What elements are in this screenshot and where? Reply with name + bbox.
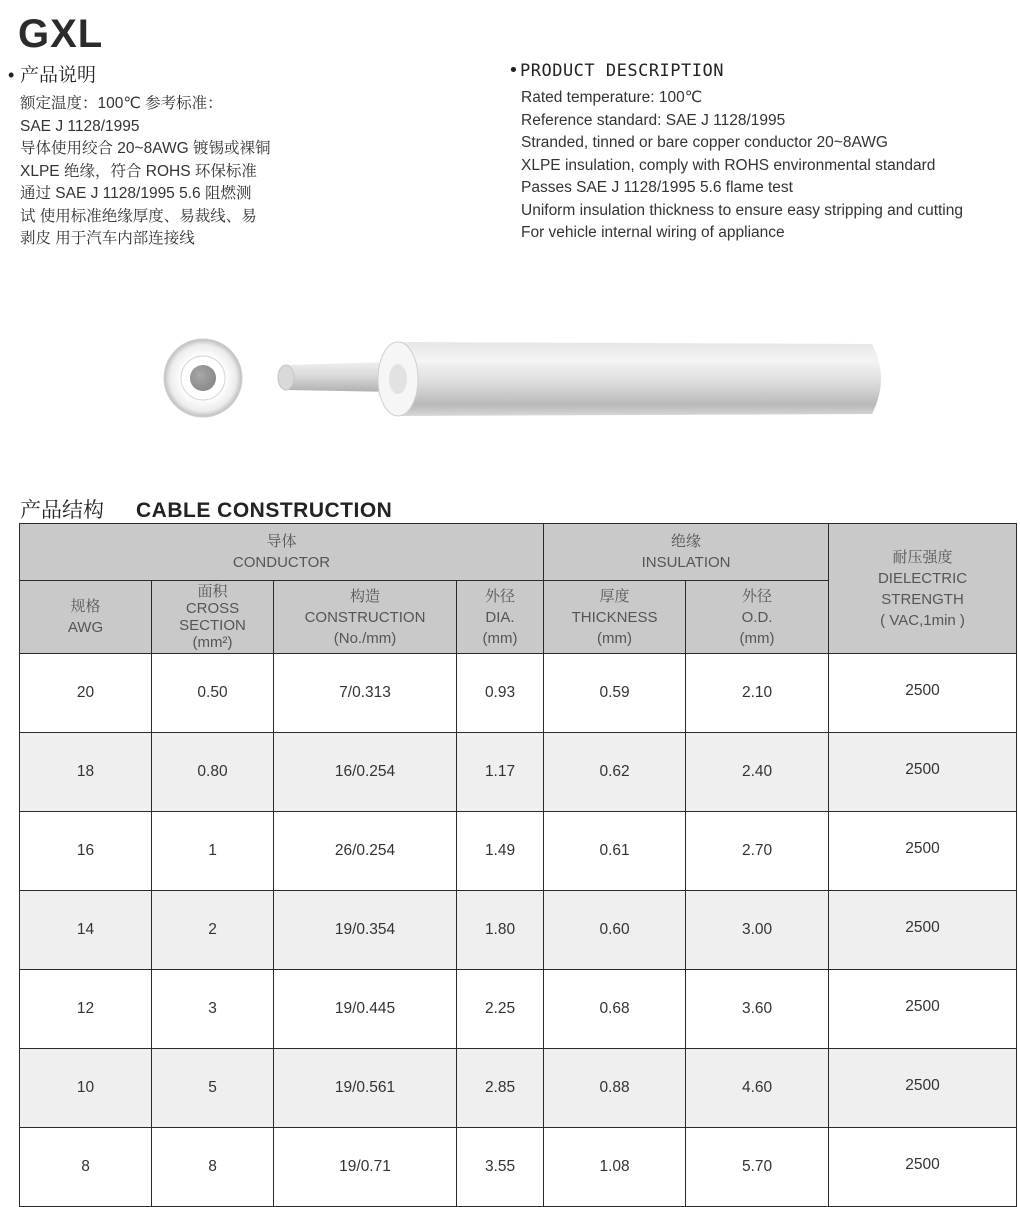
description-cn-line: XLPE 绝缘，符合 ROHS 环保标准 [20,162,257,180]
cell-dielectric: 2500 [829,970,1017,1049]
description-en-line: XLPE insulation, comply with ROHS environmental standard [521,156,936,174]
cell-od: 2.70 [686,812,829,891]
section-title-cn: 产品结构 [20,499,104,522]
table-row [20,812,1017,891]
cell-od: 2.10 [686,654,829,733]
table-header-group-row [20,524,1017,581]
table-row [20,654,1017,733]
cell-construction: 19/0.354 [274,891,457,970]
header-dielectric-cn: 耐压强度 [892,548,953,566]
header-thickness-unit: (mm) [597,629,633,647]
cell-dia: 1.17 [457,733,544,812]
cell-dielectric: 2500 [829,1128,1017,1207]
cell-cross-section: 8 [152,1128,274,1207]
cable-end-view [164,339,242,417]
description-cn-lines [8,93,308,251]
cell-cross-section: 5 [152,1049,274,1128]
description-cn-line: 试 使用标准绝缘厚度、易裁线、易 [20,207,257,225]
bullet-icon: • [508,60,520,81]
cable-side-view [278,342,881,416]
header-od-cn: 外径 [742,587,773,605]
cable-illustration [160,328,900,428]
header-cross-en2: SECTION [179,617,246,634]
cell-awg: 8 [20,1128,152,1207]
product-title: GXL [18,12,104,56]
construction-table [19,523,1017,1207]
cell-thickness: 0.68 [544,970,686,1049]
header-dia-en: DIA. [485,608,515,626]
description-cn-line: 导体使用绞合 20~8AWG 镀锡或裸铜 [20,140,271,157]
description-cn-heading-text: 产品说明 [20,65,97,86]
description-en-line: Rated temperature: 100℃ [521,89,703,106]
cell-thickness: 0.61 [544,812,686,891]
cell-od: 4.60 [686,1049,829,1128]
header-thickness-en: THICKNESS [571,608,658,626]
cell-awg: 20 [20,654,152,733]
description-cn [8,60,308,251]
bullet-icon: • [8,65,15,85]
cell-awg: 14 [20,891,152,970]
header-dielectric [829,524,1017,654]
description-en-heading [508,60,1018,81]
cell-awg: 18 [20,733,152,812]
cell-construction: 7/0.313 [274,654,457,733]
description-en-line: Reference standard: SAE J 1128/1995 [521,111,786,129]
description-en-line: Uniform insulation thickness to ensure easy stripping and cutting [521,201,963,219]
header-od-unit: (mm) [739,629,775,647]
header-cross-cn: 面积 [197,583,228,600]
header-awg-en: AWG [67,619,104,636]
table-row [20,1049,1017,1128]
header-construction-cn: 构造 [349,587,380,605]
header-dielectric-unit: ( VAC,1min ) [880,611,965,629]
cell-thickness: 0.62 [544,733,686,812]
cell-construction: 19/0.445 [274,970,457,1049]
cell-thickness: 0.60 [544,891,686,970]
description-cn-line: 通过 SAE J 1128/1995 5.6 阻燃测 [20,185,252,202]
cell-awg: 12 [20,970,152,1049]
header-cross-en1: CROSS [185,600,240,617]
description-en-line: Stranded, tinned or bare copper conductor 20~8AWG [521,134,888,151]
header-thickness [544,581,686,654]
cell-od: 3.60 [686,970,829,1049]
cell-construction: 19/0.71 [274,1128,457,1207]
cell-dia: 0.93 [457,654,544,733]
description-en-heading-text: PRODUCT DESCRIPTION [520,61,724,81]
header-construction [274,581,457,654]
header-insulation-cn: 绝缘 [671,533,702,550]
cell-awg: 16 [20,812,152,891]
description-cn-line: 额定温度：100℃ 参考标准： [20,95,223,112]
header-insulation-en: INSULATION [641,554,731,571]
header-awg-cn: 规格 [70,598,101,615]
cell-construction: 26/0.254 [274,812,457,891]
header-od [686,581,829,654]
description-cn-heading [8,60,308,87]
cell-dia: 2.25 [457,970,544,1049]
header-thickness-cn: 厚度 [599,587,630,605]
cell-construction: 16/0.254 [274,733,457,812]
cell-dielectric: 2500 [829,891,1017,970]
table-row [20,891,1017,970]
table-row [20,970,1017,1049]
cell-dielectric: 2500 [829,1049,1017,1128]
cell-thickness: 0.59 [544,654,686,733]
header-conductor [20,524,544,581]
header-construction-en: CONSTRUCTION [304,608,426,626]
cell-dia: 1.49 [457,812,544,891]
cell-dia: 1.80 [457,891,544,970]
cell-dielectric: 2500 [829,733,1017,812]
header-insulation [544,524,829,581]
cell-thickness: 1.08 [544,1128,686,1207]
header-conductor-en: CONDUCTOR [232,554,331,571]
cell-od: 3.00 [686,891,829,970]
header-od-en: O.D. [741,608,773,626]
cell-awg: 10 [20,1049,152,1128]
cell-od: 5.70 [686,1128,829,1207]
description-cn-line: SAE J 1128/1995 [20,117,140,135]
description-en [508,60,1018,245]
cell-dielectric: 2500 [829,654,1017,733]
header-dia [457,581,544,654]
table-row [20,733,1017,812]
cell-od: 2.40 [686,733,829,812]
description-en-line: For vehicle internal wiring of appliance [521,224,785,241]
header-dielectric-en2: STRENGTH [881,590,964,608]
cell-dia: 3.55 [457,1128,544,1207]
header-conductor-cn: 导体 [266,533,297,550]
cell-cross-section: 3 [152,970,274,1049]
description-en-lines [508,87,1018,245]
header-dia-cn: 外径 [485,587,516,605]
cell-construction: 19/0.561 [274,1049,457,1128]
description-cn-line: 剥皮 用于汽车内部连接线 [20,230,195,247]
header-awg [20,581,152,654]
cell-dia: 2.85 [457,1049,544,1128]
header-dielectric-en1: DIELECTRIC [877,569,968,587]
section-title-en: CABLE CONSTRUCTION [136,499,393,522]
header-cross-section [152,581,274,654]
description-en-line: Passes SAE J 1128/1995 5.6 flame test [521,179,793,196]
header-construction-unit: (No./mm) [333,629,397,647]
cell-thickness: 0.88 [544,1049,686,1128]
cell-cross-section: 0.50 [152,654,274,733]
section-title [20,494,392,524]
cell-dielectric: 2500 [829,812,1017,891]
cell-cross-section: 1 [152,812,274,891]
cell-cross-section: 0.80 [152,733,274,812]
cell-cross-section: 2 [152,891,274,970]
header-dia-unit: (mm) [482,629,518,647]
header-cross-unit: (mm²) [192,634,233,651]
